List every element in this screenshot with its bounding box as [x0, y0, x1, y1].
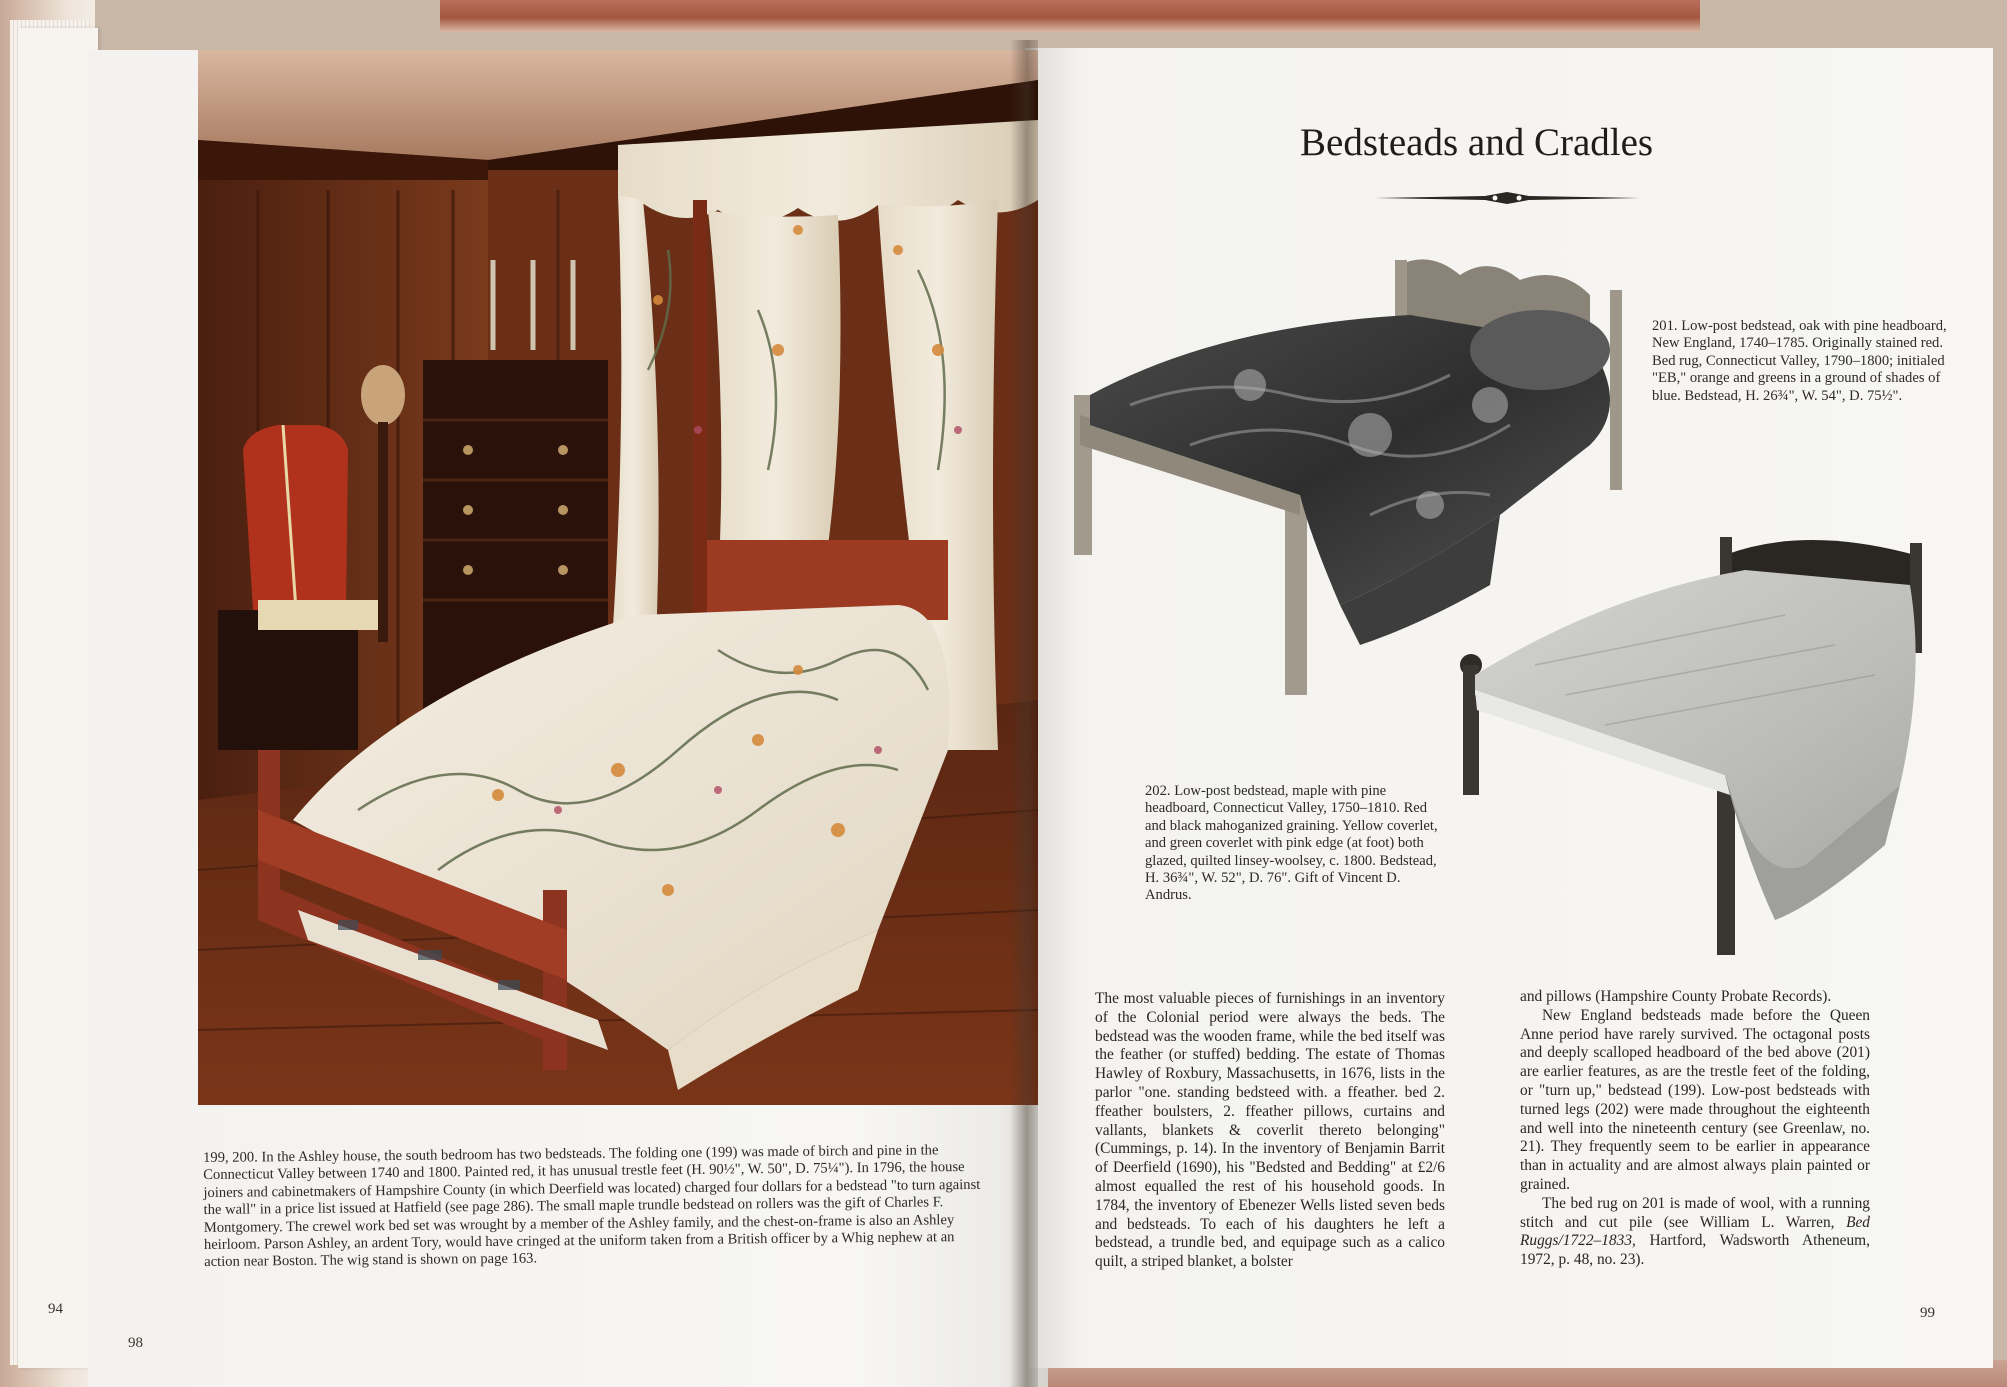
book-title-reference: Bed Ruggs/1722–1833,: [1520, 1213, 1870, 1250]
body-paragraph-1: The most valuable pieces of furnishings in an inventory of the Colonial period were always the beds. The bedstead was the wooden frame, while the bed itself was the feather (or stuffed) bedding. The estate of Thomas Hawley of Roxbury, Massachusetts, in 1676, lists in the parlor "one. standing bedsteed with. a ffeather. bed 2. ffeather boulsters, 2. ffeather pillows, curtains and vallants, blankets & coverlit thereto belonging" (Cummings, p. 14). In the inventory of Benjamin Barrit of Deerfield (1690), his "Bedsted and Bedding" at £2/6 almost equalled the rest of his household goods. In 1784, the inventory of Ebenezer Wells listed seven beds and bedsteads. To each of his daughters he left a bedstead, a trundle bed, and equipage such as a calico quilt, a striped blanket, a bolster: [1095, 990, 1445, 1271]
caption-202-block: [1145, 783, 1445, 905]
body-paragraph-4-start: The bed rug on 201 is made of wool, with a running stitch and cut pile (see William L. Warren,: [1520, 1194, 1870, 1231]
caption-201-block: [1652, 318, 1952, 405]
body-column-1: [1095, 990, 1445, 1272]
book-cover-top-edge: [440, 0, 1700, 32]
previous-page-number: 94: [48, 1301, 63, 1317]
bedroom-photo: [198, 50, 1038, 1105]
caption-202: 202. Low-post bedstead, maple with pine headboard, Connecticut Valley, 1750–1810. Red and black mahoganized graining. Yellow coverlet, and green coverlet with pink edge (at foot) both glazed, quilted linsey-woolsey, c. 1800. Bedstead, H. 36¾", W. 52", D. 76". Gift of Vincent D. Andrus.: [1145, 783, 1438, 904]
body-paragraph-4: [1520, 1195, 1870, 1270]
caption-201: 201. Low-post bedstead, oak with pine headboard, New England, 1740–1785. Originally stained red. Bed rug, Connecticut Valley, 1790–1800; initialed "EB," orange and greens in a ground of shades of blue. Bedstead, H. 26¾", W. 54", D. 75½".: [1652, 318, 1947, 404]
previous-page: [18, 28, 98, 1368]
body-paragraph-4-end: Hartford, Wadsworth Atheneum, 1972, p. 48, no. 23).: [1520, 1232, 1870, 1269]
body-paragraph-2-end: and pillows (Hampshire County Probate Records).: [1520, 988, 1832, 1005]
ornamental-rule: [1375, 190, 1640, 206]
right-page-number: 99: [1920, 1305, 1935, 1321]
left-page-number: 98: [128, 1335, 143, 1351]
book-gutter-shadow: [1010, 40, 1038, 1387]
bedstead-202-photo: [1455, 525, 1935, 955]
left-caption: 199, 200. In the Ashley house, the south bedroom has two bedsteads. The folding one (199) was made of birch and pine in the Connecticut Valley between 1740 and 1800. Painted red, it has unusual trestle feet (H. 90½", W. 50", D. 75¼"). In 1796, the house joiners and cabinetmakers of Hampshire County (in which Deerfield was located) charged four dollars for a bedstead "to turn against the wall" in a price list issued at Hatfield (see page 286). The small maple trundle bedstead on rollers was the gift of Charles F. Montgomery. The crewel work bed set was wrought by a member of the Ashley family, and the chest-on-frame is also an Ashley heirloom. Parson Ashley, an ardent Tory, would have cringed at the uniform taken from a British officer by a Whig nephew at an action near Boston. The wig stand is shown on page 163.: [203, 1142, 981, 1271]
body-column-2: [1520, 988, 1870, 1270]
bedroom-photo-illustration: [198, 50, 1038, 1105]
page-title: Bedsteads and Cradles: [1300, 121, 1654, 164]
body-paragraph-3: New England bedsteads made before the Queen Anne period have rarely survived. The octagonal posts and deeply scalloped headboard of the bed above (201) are earlier features, as are the trestle feet of the folding, or "turn up," bedstead (199). Low-post bedsteads with turned legs (202) were made throughout the eighteenth and well into the nineteenth century (see Greenlaw, no. 21). They frequently seem to be earlier in appearance than in actuality and are almost always plain painted or grained.: [1520, 1006, 1870, 1193]
